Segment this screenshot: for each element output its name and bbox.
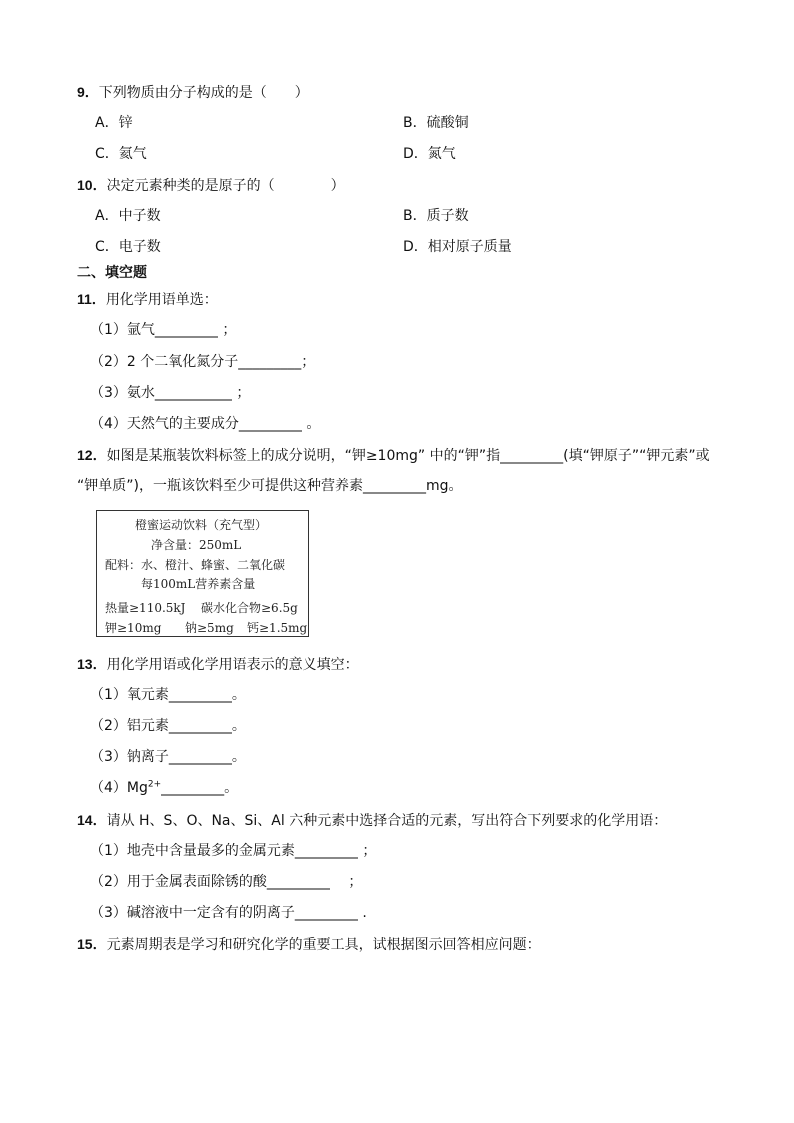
question-number: 10． [77,177,107,193]
option-c: C．氦气 [95,146,147,162]
fill-item: （4）天然气的主要成分_________ 。 [90,416,321,432]
ion-charge: 2+ [147,779,162,790]
question-number: 15． [77,936,107,952]
fill-item [90,778,238,798]
question-stem: 下列物质由分子构成的是（ ） [98,85,309,101]
label-energy: 热量≥110.5kJ [105,601,186,615]
question-number: 11． [77,291,106,307]
option-b: B．质子数 [403,208,469,224]
section-title: 二、填空题 [77,265,147,281]
question-10 [77,175,345,196]
question-11 [77,289,218,310]
option-a: A．中子数 [95,208,161,224]
question-stem: 决定元素种类的是原子的（ ） [106,178,345,194]
fill-item-prefix: （4）Mg [90,780,148,796]
question-stem: 元素周期表是学习和研究化学的重要工具，试根据图示回答相应问题： [106,937,541,953]
fill-item: （1）地壳中含量最多的金属元素_________ ； [90,843,377,859]
fill-item: （3）碱溶液中一定含有的阴离子_________ . [90,905,367,921]
label-net-content: 净含量：250mL [151,538,242,552]
question-9 [77,82,309,103]
question-15 [77,934,541,955]
option-d: D．相对原子质量 [403,239,512,255]
question-number: 12． [77,447,107,463]
option-b: B．硫酸铜 [403,115,469,131]
label-nutrient-heading: 每100mL营养素含量 [141,577,256,591]
label-carbohydrate: 碳水化合物≥6.5g [201,601,298,615]
label-potassium: 钾≥10mg [105,621,162,635]
question-stem: 请从 H、S、O、Na、Si、Al 六种元素中选择合适的元素，写出符合下列要求的化学用语： [106,813,668,829]
fill-item-suffix: _________。 [161,780,239,796]
question-12 [77,445,710,466]
label-title: 橙蜜运动饮料（充气型） [135,518,268,532]
fill-item: （2）铝元素_________。 [90,718,246,734]
beverage-label-figure [96,510,309,637]
question-stem-continued: “钾单质”)，一瓶该饮料至少可提供这种营养素_________mg。 [77,478,463,494]
fill-item: （1）氧元素_________。 [90,687,246,703]
fill-item: （2）用于金属表面除锈的酸_________ ； [90,874,363,890]
question-stem: 用化学用语或化学用语表示的意义填空： [106,657,359,673]
option-c: C．电子数 [95,239,161,255]
question-13 [77,654,359,675]
fill-item: （3）钠离子_________。 [90,749,246,765]
option-d: D．氮气 [403,146,456,162]
option-a: A．锌 [95,115,133,131]
question-stem: 用化学用语单选： [105,292,218,308]
label-sodium: 钠≥5mg [185,621,234,635]
label-calcium: 钙≥1.5mg [247,621,308,635]
question-number: 13． [77,656,107,672]
question-stem: 如图是某瓶装饮料标签上的成分说明，“钾≥10mg” 中的“钾”指_________(填“钾原子”“钾元素”或 [106,448,710,464]
question-number: 9． [77,84,99,100]
fill-item: （2）2 个二氧化氮分子_________； [90,354,316,370]
question-number: 14． [77,812,107,828]
label-ingredients: 配料：水、橙汁、蜂蜜、二氧化碳 [105,558,286,572]
fill-item: （3）氨水___________ ； [90,385,251,401]
fill-item: （1）氩气_________ ； [90,322,237,338]
question-14 [77,810,667,831]
